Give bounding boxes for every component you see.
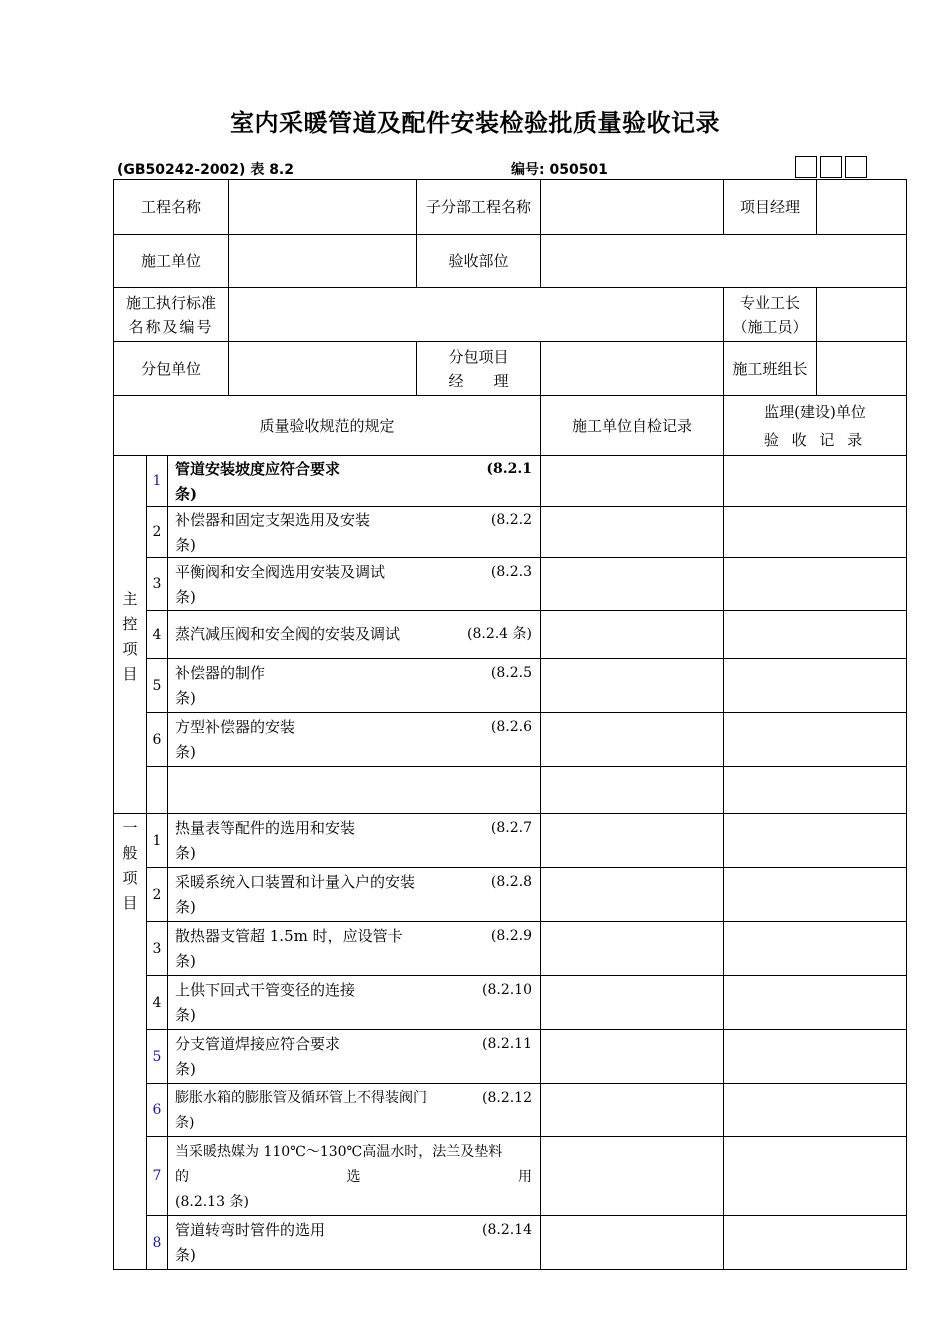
item-tail: 条) (175, 1246, 196, 1264)
table-rule (146, 610, 907, 611)
standard-reference: (GB50242-2002) 表 8.2 (117, 162, 294, 178)
item-spec (175, 715, 532, 765)
group-label-char: 般 (122, 844, 138, 862)
item-tail: 条) (175, 898, 196, 916)
field-project-manager[interactable] (817, 180, 906, 234)
group-label-char: 项 (122, 869, 138, 887)
item-text: 补偿器和固定支架选用及安装 (175, 511, 371, 529)
item-text: 管道安装坡度应符合要求 (175, 460, 341, 478)
item-tail: 条) (175, 743, 196, 761)
item-tail: 条) (175, 588, 196, 606)
item-tail: 条) (175, 1060, 196, 1078)
table-rule (146, 1083, 907, 1084)
item-tail: 条) (175, 485, 198, 503)
item-text: 膨胀水箱的膨胀管及循环管上不得装阀门 (175, 1090, 427, 1106)
table-rule (113, 813, 907, 814)
item-spec (175, 978, 532, 1028)
item-ref: (8.2.12 (482, 1090, 532, 1106)
group-label-char: 项 (122, 640, 138, 658)
item-word: 选 (346, 1169, 361, 1185)
column-supervision (724, 396, 906, 455)
item-number: 4 (152, 994, 162, 1011)
item-number: 2 (152, 886, 162, 903)
label-sub-manager-line1: 分包项目 (448, 347, 509, 366)
item-number: 2 (152, 524, 162, 540)
label-foreman-line1: 专业工长 (739, 293, 800, 312)
item-spec (175, 661, 532, 711)
item-spec (175, 508, 532, 558)
field-sub-project[interactable] (541, 180, 723, 234)
field-acceptance-part[interactable] (541, 235, 906, 287)
item-line2 (175, 1165, 532, 1190)
field-sub-manager[interactable] (541, 342, 723, 395)
item-number: 3 (152, 576, 162, 592)
table-rule (146, 712, 907, 713)
table-rule (146, 975, 907, 976)
label-acceptance-part: 验收部位 (448, 252, 509, 270)
item-number: 5 (152, 1048, 162, 1065)
column-spec: 质量验收规范的规定 (259, 416, 395, 435)
number-box[interactable] (795, 156, 817, 178)
item-text: 蒸汽减压阀和安全阀的安装及调试 (175, 625, 401, 643)
item-ref: (8.2.11 (482, 1036, 532, 1052)
item-text: 方型补偿器的安装 (175, 718, 296, 736)
item-ref: (8.2.3 (490, 564, 532, 580)
field-project-name[interactable] (229, 180, 416, 234)
item-text: 上供下回式干管变径的连接 (175, 981, 356, 999)
item-number: 4 (152, 626, 162, 643)
table-rule (113, 455, 907, 456)
item-number: 3 (152, 940, 162, 957)
item-number: 6 (152, 1102, 162, 1118)
column-supervision-line1: 监理(建设)单位 (764, 402, 866, 421)
item-word: 用 (518, 1169, 532, 1185)
table-rule (146, 658, 907, 659)
item-number: 7 (152, 1168, 162, 1184)
group-label-main (114, 587, 146, 687)
item-ref: (8.2.5 (490, 665, 532, 681)
label-foreman-line2: （施工员） (732, 317, 808, 336)
table-rule (146, 766, 907, 767)
item-text: 分支管道焊接应符合要求 (175, 1035, 341, 1053)
label-sub-manager (417, 342, 540, 395)
number-boxes (795, 156, 867, 178)
item-spec (175, 870, 532, 920)
item-tail: 条) (175, 844, 196, 862)
table-rule (146, 867, 907, 868)
column-supervision-line2: 验 收 记 录 (763, 430, 867, 449)
label-standard-line2: 名称及编号 (128, 317, 214, 336)
item-tail: 条) (175, 1006, 196, 1024)
table-rule (146, 1215, 907, 1216)
item-ref: (8.2.7 (490, 820, 532, 836)
item-text: 当采暖热媒为 110℃～130℃高温水时，法兰及垫料 (175, 1144, 503, 1160)
label-construction-unit: 施工单位 (140, 252, 201, 270)
page-title: 室内采暖管道及配件安装检验批质量验收记录 (230, 109, 720, 137)
table-rule (113, 1269, 907, 1270)
item-ref: (8.2.6 (490, 719, 532, 735)
field-team-leader[interactable] (817, 342, 906, 395)
item-tail: 条) (175, 952, 196, 970)
table-rule (146, 1029, 907, 1030)
item-ref: (8.2.9 (490, 928, 532, 944)
table-rule (146, 921, 907, 922)
group-label-char: 目 (122, 894, 138, 912)
item-spec (175, 457, 532, 507)
item-text: 平衡阀和安全阀选用安装及调试 (175, 563, 386, 581)
label-team-leader: 施工班组长 (732, 359, 808, 378)
item-ref: (8.2.2 (490, 512, 532, 528)
label-subcontractor: 分包单位 (140, 359, 201, 378)
group-label-char: 控 (122, 615, 138, 633)
label-sub-manager-line2: 经 理 (448, 371, 509, 390)
item-number: 1 (152, 473, 162, 489)
item-ref: (8.2.4 条) (467, 626, 532, 642)
item-word: 的 (175, 1169, 189, 1185)
table-rule (167, 455, 168, 1270)
item-ref: (8.2.14 (482, 1222, 532, 1238)
item-text: 补偿器的制作 (175, 664, 266, 682)
table-rule (540, 395, 541, 1270)
group-label-char: 目 (122, 665, 138, 683)
label-standard-line1: 施工执行标准 (125, 293, 216, 312)
table-rule (723, 395, 724, 1270)
item-text: 管道转弯时管件的选用 (175, 1221, 326, 1239)
label-project-manager: 项目经理 (739, 198, 800, 216)
item-ref: (8.2.10 (482, 982, 532, 998)
table-rule (906, 179, 907, 1270)
item-number: 5 (152, 677, 162, 694)
item-text: 热量表等配件的选用和安装 (175, 819, 356, 837)
item-number: 8 (152, 1234, 162, 1251)
table-rule (146, 1136, 907, 1137)
item-text: 采暖系统入口装置和计量入户的安装 (175, 873, 416, 891)
label-project-name: 工程名称 (140, 198, 201, 216)
group-label-general (114, 816, 146, 916)
number-box[interactable] (845, 156, 867, 178)
item-tail: 条) (175, 689, 196, 707)
item-text: 散热器支管超 1.5m 时，应设管卡 (175, 927, 403, 945)
field-standard[interactable] (229, 288, 723, 341)
item-tail: (8.2.13 条) (175, 1194, 249, 1210)
item-ref: (8.2.8 (490, 874, 532, 890)
group-label-char: 一 (122, 819, 138, 837)
field-subcontractor[interactable] (229, 342, 416, 395)
form-code: 编号: 050501 (511, 162, 608, 178)
item-ref: (8.2.1 (486, 461, 532, 477)
number-box[interactable] (820, 156, 842, 178)
item-spec (175, 1218, 532, 1268)
column-self-check: 施工单位自检记录 (571, 416, 692, 435)
group-label-char: 主 (122, 590, 138, 608)
item-tail: 条) (175, 536, 196, 554)
label-sub-project: 子分部工程名称 (425, 198, 531, 216)
item-spec (175, 1140, 532, 1215)
item-number: 1 (152, 832, 162, 849)
item-tail: 条) (175, 1115, 195, 1131)
item-number: 6 (152, 731, 162, 748)
label-standard (114, 288, 228, 341)
item-spec (175, 1086, 532, 1136)
field-foreman[interactable] (817, 288, 906, 341)
item-spec (175, 816, 532, 866)
item-spec (175, 924, 532, 974)
item-spec (175, 1032, 532, 1082)
item-spec (175, 560, 532, 610)
field-construction-unit[interactable] (229, 235, 416, 287)
label-foreman (724, 288, 816, 341)
item-spec (175, 622, 532, 647)
